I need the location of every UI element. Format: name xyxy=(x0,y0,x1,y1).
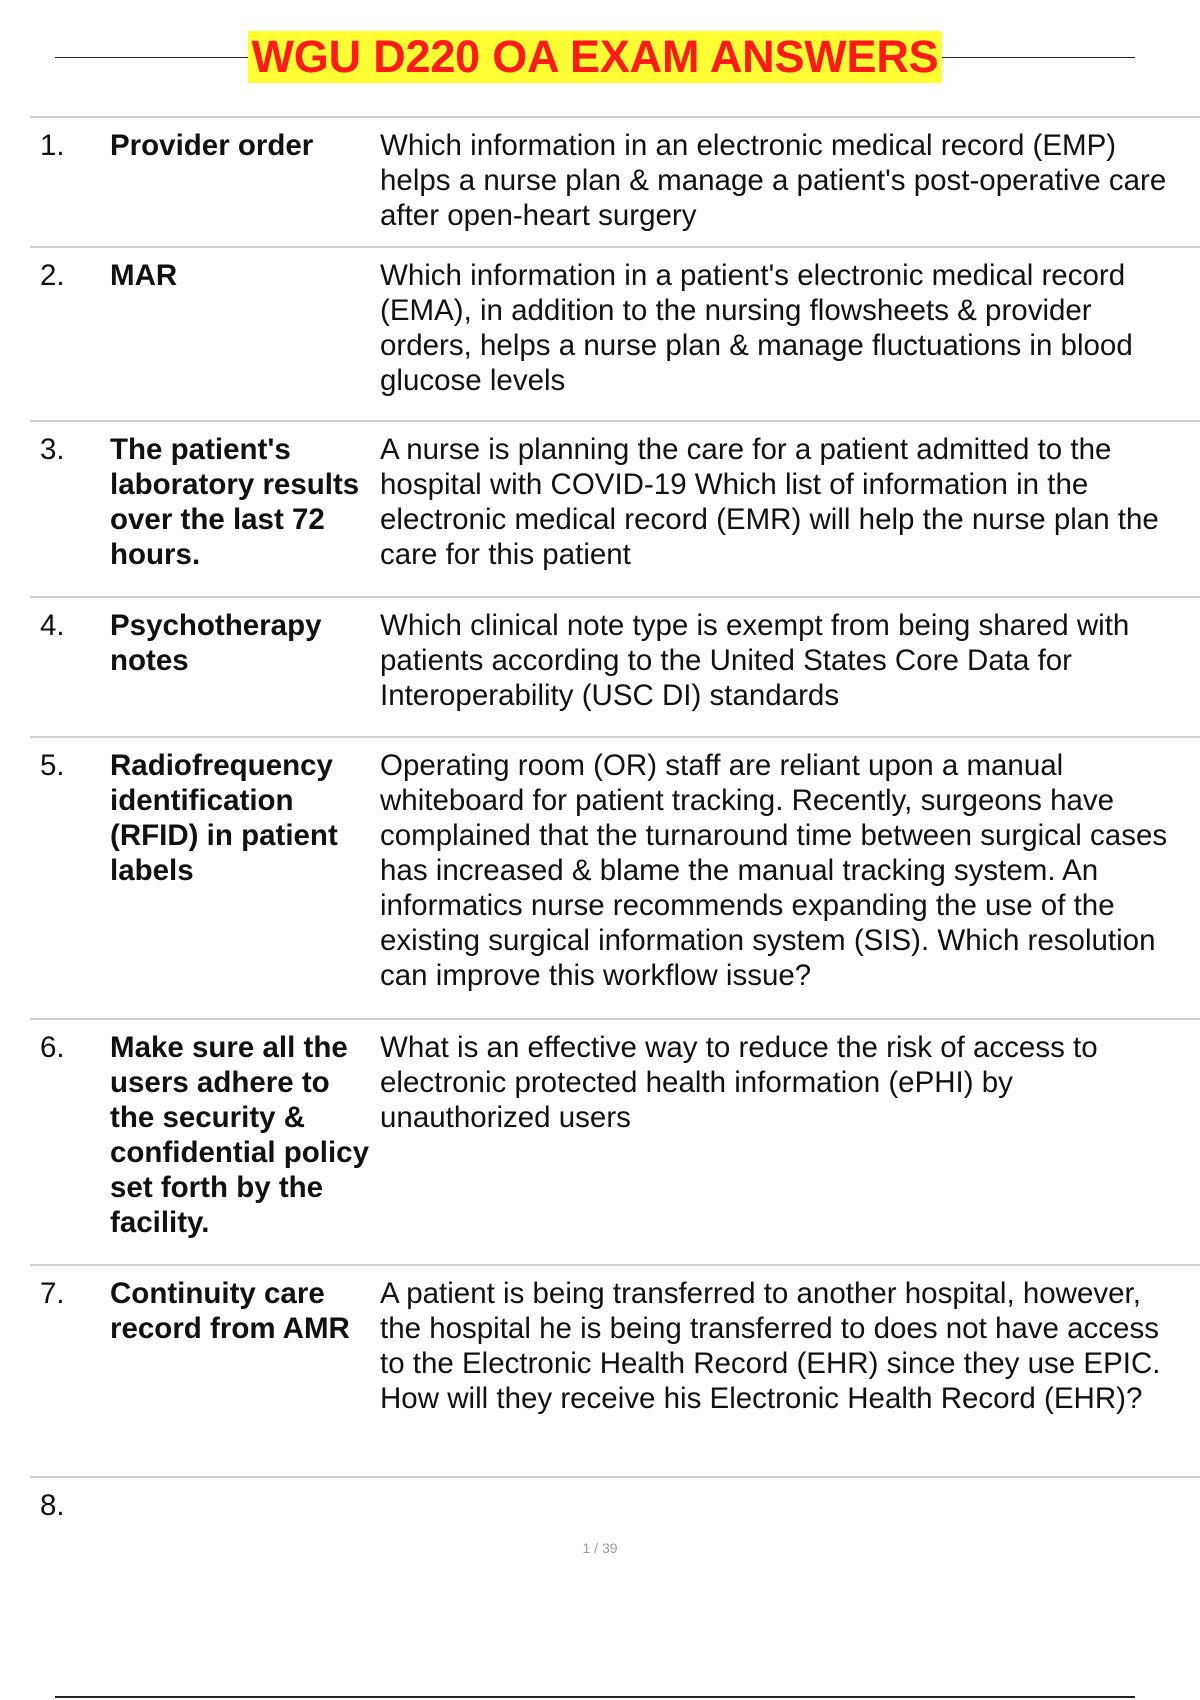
item-number: 5. xyxy=(40,749,65,782)
item-answer: Psychotherapy notes xyxy=(110,609,322,677)
bottom-rule xyxy=(55,1696,1135,1698)
item-number: 6. xyxy=(40,1031,65,1064)
qa-row xyxy=(30,736,1200,1018)
item-number: 3. xyxy=(40,433,65,466)
item-question: A patient is being transferred to another hospital, however, the hospital he is being transferred to does not have access to the Electronic Health Record (EHR) since they use EPIC. How will they receive his Electronic Health Record (EHR)? xyxy=(380,1277,1161,1415)
item-question: Which clinical note type is exempt from being shared with patients according to the United States Core Data for Interoperability (USC DI) standards xyxy=(380,609,1130,712)
qa-row xyxy=(30,1476,1200,1528)
item-question: Which information in a patient's electronic medical record (EMA), in addition to the nursing flowsheets & provider orders, helps a nurse plan & manage fluctuations in blood glucose levels xyxy=(380,259,1133,397)
item-answer: MAR xyxy=(110,259,178,292)
item-question: Operating room (OR) staff are reliant upon a manual whiteboard for patient tracking. Recently, surgeons have complained that the turnaround time between surgical cases has increased & blame the manual tracking system. An informatics nurse recommends expanding the use of the existing surgical information system (SIS). Which resolution can improve this workflow issue? xyxy=(380,749,1168,992)
item-number: 4. xyxy=(40,609,65,642)
qa-row xyxy=(30,420,1200,596)
item-answer: The patient's laboratory results over the last 72 hours. xyxy=(110,433,360,571)
title-rule-left xyxy=(55,57,248,58)
qa-row xyxy=(30,1018,1200,1264)
title-row xyxy=(55,28,1135,86)
item-number: 7. xyxy=(40,1277,65,1310)
qa-list xyxy=(30,116,1200,1528)
item-number: 8. xyxy=(40,1489,65,1522)
item-question: Which information in an electronic medical record (EMP) helps a nurse plan & manage a patient's post-operative care after open-heart surgery xyxy=(380,129,1167,232)
item-answer: Radiofrequency identification (RFID) in patient labels xyxy=(110,749,338,887)
item-number: 1. xyxy=(40,129,65,162)
item-question: A nurse is planning the care for a patient admitted to the hospital with COVID-19 Which list of information in the electronic medical record (EMR) will help the nurse plan the care for this patient xyxy=(380,433,1159,571)
item-question xyxy=(380,1488,1180,1528)
qa-row xyxy=(30,246,1200,420)
title-rule-right xyxy=(942,57,1135,58)
item-answer: Continuity care record from AMR xyxy=(110,1277,350,1345)
qa-row xyxy=(30,596,1200,736)
qa-row xyxy=(30,1264,1200,1476)
item-number: 2. xyxy=(40,259,65,292)
item-answer: Provider order xyxy=(110,129,314,162)
item-answer xyxy=(110,1488,380,1528)
item-question: What is an effective way to reduce the risk of access to electronic protected health information (ePHI) by unauthorized users xyxy=(380,1031,1098,1134)
item-answer: Make sure all the users adhere to the security & confidential policy set forth by the facility. xyxy=(110,1031,369,1239)
document-title: WGU D220 OA EXAM ANSWERS xyxy=(248,31,943,83)
page-indicator: 1 / 39 xyxy=(582,1540,618,1556)
qa-row xyxy=(30,116,1200,246)
